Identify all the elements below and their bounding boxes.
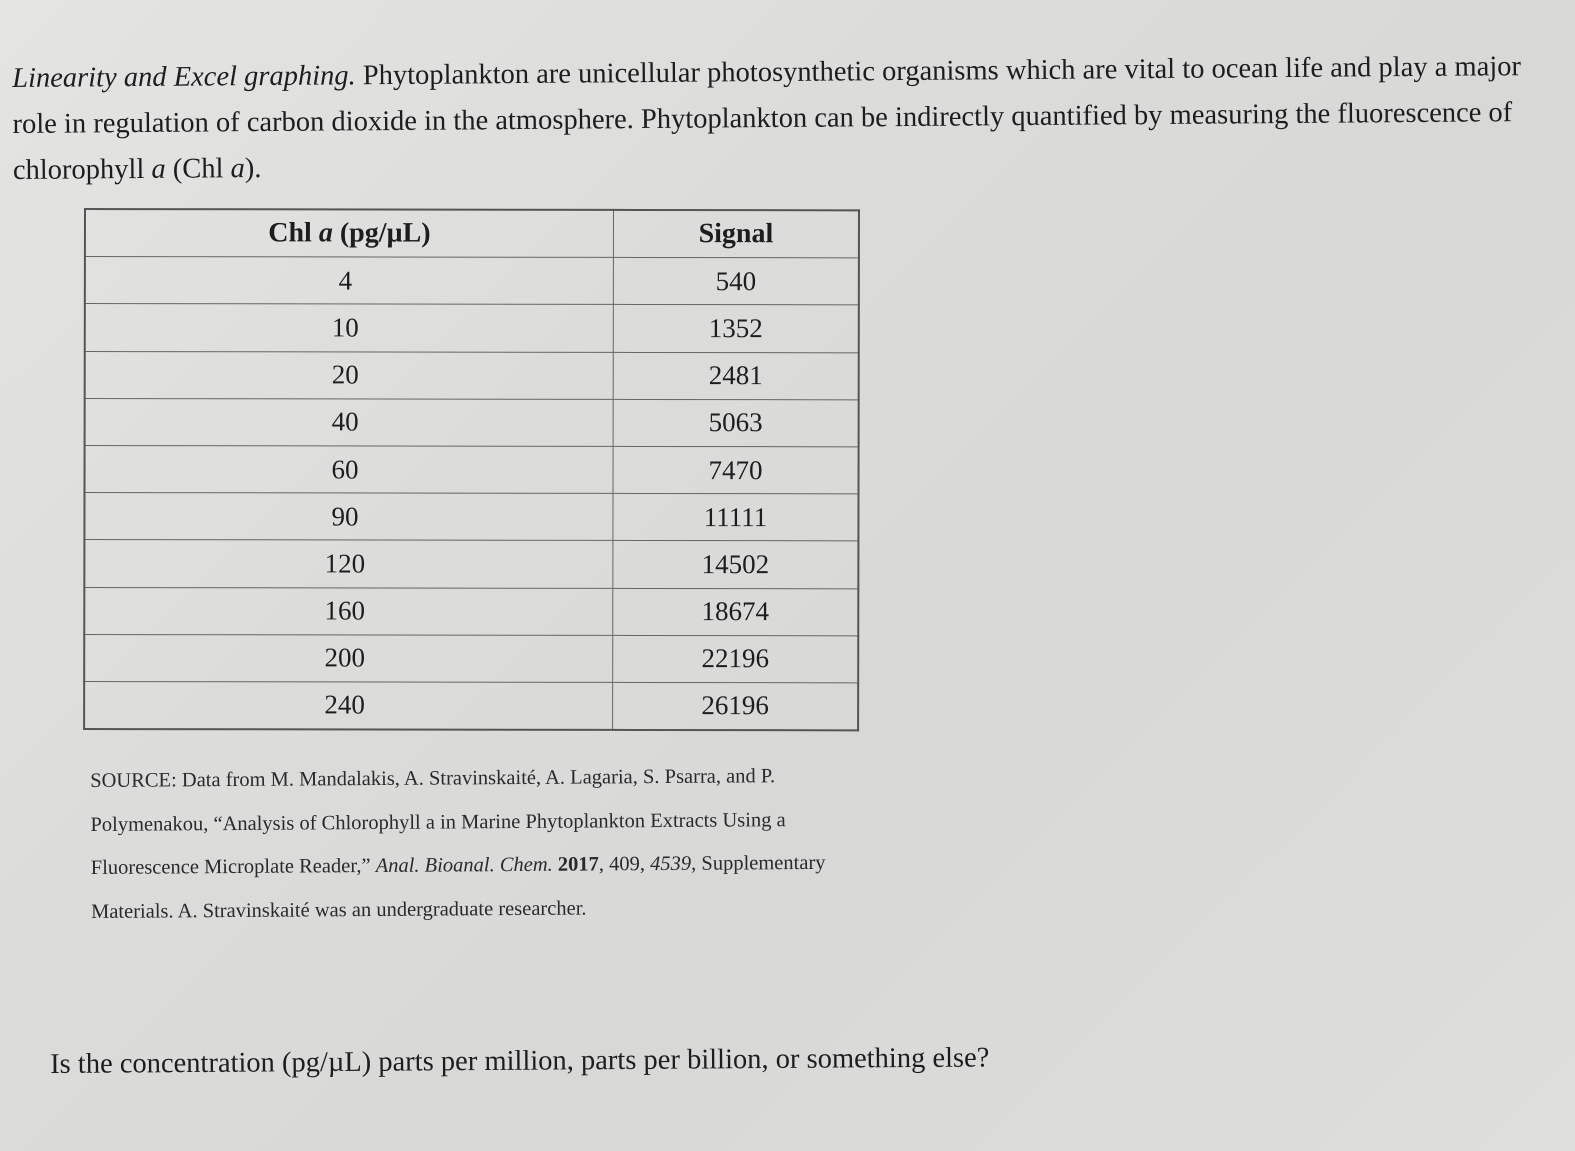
- table-row: [85, 304, 859, 353]
- signal-value: 2481: [708, 360, 763, 391]
- source-text-2: , 409,: [598, 853, 651, 876]
- cell-signal: [613, 305, 859, 353]
- intro-paragraph: [12, 44, 1543, 194]
- source-pages: 4539: [650, 852, 692, 876]
- signal-value: 11111: [703, 501, 768, 532]
- source-text-3: , Supplementary Materials. A. Stravinskaité was an undergraduate researcher.: [90, 851, 826, 923]
- cell-concentration: [85, 445, 614, 493]
- intro-text-3: ).: [244, 153, 262, 185]
- table-row: [85, 445, 859, 494]
- cell-concentration: [85, 257, 614, 305]
- header-chl-concentration: Chl a (pg/µL): [85, 209, 614, 258]
- cell-signal: [613, 588, 859, 636]
- cell-concentration: [85, 304, 614, 352]
- concentration-value: 240: [324, 689, 365, 720]
- concentration-value: 200: [324, 642, 365, 673]
- signal-value: 14502: [701, 548, 770, 580]
- signal-value: 26196: [701, 690, 769, 721]
- cell-signal: [613, 494, 859, 542]
- table-row: [85, 398, 859, 447]
- header-signal: Signal: [613, 210, 859, 258]
- table-row: [85, 351, 859, 400]
- concentration-value: 90: [331, 501, 359, 532]
- cell-concentration: [85, 351, 614, 399]
- cell-concentration: [84, 493, 613, 541]
- table-row: [84, 540, 858, 589]
- cell-signal: [613, 635, 859, 683]
- signal-value: 18674: [701, 596, 770, 627]
- cell-signal: [613, 541, 859, 589]
- signal-value: 7470: [708, 454, 763, 485]
- source-year: 2017: [552, 853, 599, 876]
- intro-italic-a-1: a: [151, 153, 166, 185]
- intro-text-1: Phytoplankton are unicellular photosynthetic organisms which are vital to ocean life and play a major role in regulation of carbon dioxide in the atmosphere. Phytoplankton can be indirectly quantified by measuring the fluorescence of chlorophyll: [12, 51, 1522, 186]
- signal-value: 540: [715, 265, 757, 296]
- cell-concentration: [84, 587, 613, 635]
- data-table: [83, 208, 860, 731]
- cell-signal: [613, 258, 859, 306]
- table-row: [85, 257, 859, 306]
- table-row: [84, 681, 858, 730]
- intro-italic-a-2: a: [230, 153, 245, 185]
- table-row: [84, 493, 858, 542]
- cell-signal: [613, 399, 859, 447]
- concentration-value: 4: [338, 265, 353, 296]
- concentration-value: 40: [331, 406, 359, 437]
- concentration-value: 10: [331, 312, 359, 343]
- cell-concentration: [84, 540, 613, 588]
- cell-signal: [613, 682, 859, 730]
- concentration-value: 120: [324, 548, 366, 579]
- cell-concentration: [85, 398, 614, 446]
- cell-concentration: [84, 681, 613, 730]
- cell-concentration: [84, 634, 613, 682]
- table-body: [84, 257, 859, 731]
- table-row: [84, 587, 858, 636]
- table-row: [84, 634, 858, 683]
- question-text: Is the concentration (pg/µL) parts per million, parts per billion, or something else?: [50, 1042, 990, 1080]
- cell-signal: [613, 352, 859, 400]
- source-journal: Anal. Bioanal. Chem.: [375, 853, 553, 878]
- source-text-1: SOURCE: Data from M. Mandalakis, A. Stravinskaité, A. Lagaria, S. Psarra, and P. Polymenakou, “Analysis of Chlorophyll a in Marine Phytoplankton Extracts Using a Fluorescence Microplate Reader,”: [90, 765, 786, 879]
- signal-value: 1352: [708, 313, 763, 344]
- intro-lead: Linearity and Excel graphing.: [12, 60, 356, 94]
- cell-signal: [613, 446, 859, 494]
- intro-text-2: (Chl: [165, 153, 231, 185]
- signal-value: 5063: [708, 407, 763, 438]
- concentration-value: 60: [331, 453, 359, 485]
- source-citation: [90, 755, 871, 934]
- concentration-value: 20: [331, 359, 359, 390]
- concentration-value: 160: [324, 595, 366, 626]
- table-header-row: [85, 209, 859, 258]
- data-table-wrapper: [83, 208, 860, 731]
- signal-value: 22196: [701, 643, 769, 674]
